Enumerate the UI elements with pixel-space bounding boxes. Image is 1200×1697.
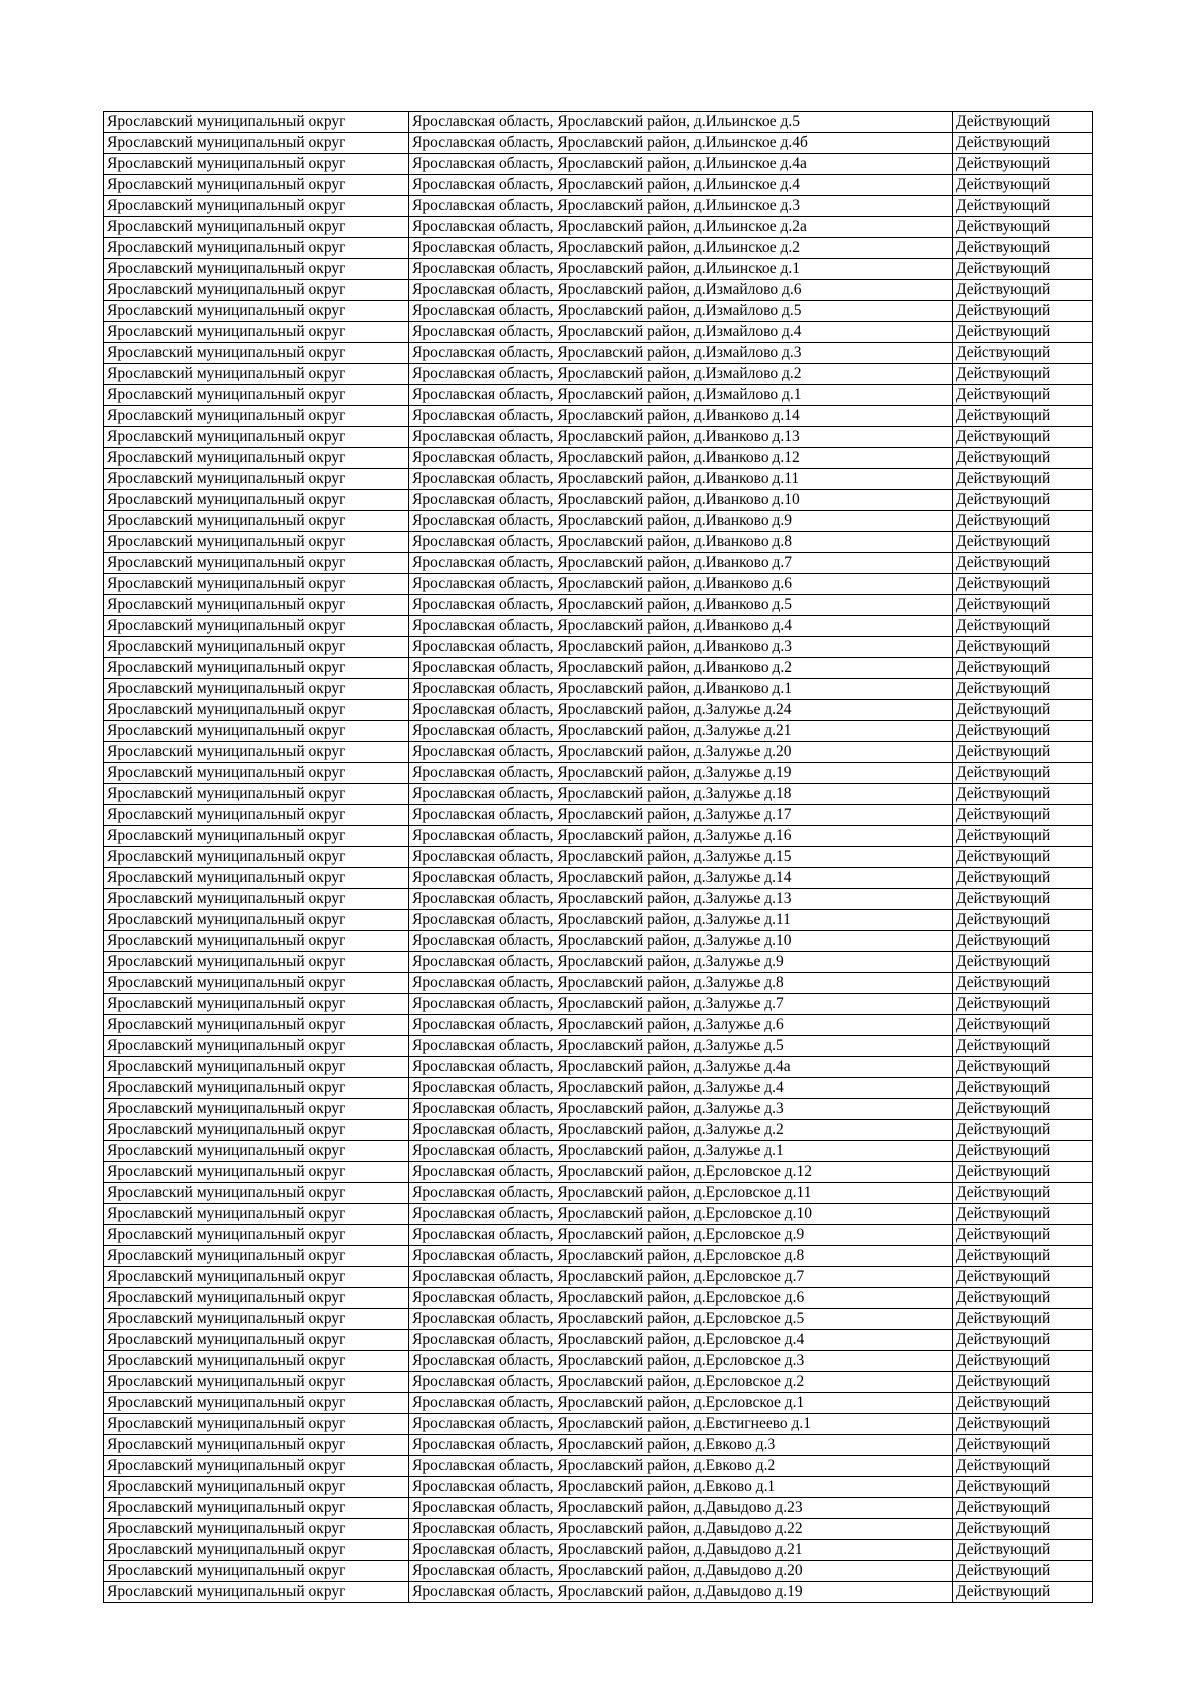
- status-cell: Действующий: [953, 910, 1093, 931]
- address-cell: Ярославская область, Ярославский район, д.Залужье д.15: [409, 847, 953, 868]
- address-cell: Ярославская область, Ярославский район, д.Измайлово д.5: [409, 301, 953, 322]
- table-row: [104, 973, 1093, 994]
- table-row: [104, 1351, 1093, 1372]
- table-row: [104, 616, 1093, 637]
- table-row: [104, 427, 1093, 448]
- district-cell: Ярославский муниципальный округ: [104, 1204, 409, 1225]
- address-cell: Ярославская область, Ярославский район, д.Ильинское д.4б: [409, 133, 953, 154]
- district-cell: Ярославский муниципальный округ: [104, 1099, 409, 1120]
- table-row: [104, 1141, 1093, 1162]
- status-cell: Действующий: [953, 868, 1093, 889]
- status-cell: Действующий: [953, 1036, 1093, 1057]
- status-cell: Действующий: [953, 574, 1093, 595]
- district-cell: Ярославский муниципальный округ: [104, 952, 409, 973]
- table-row: [104, 868, 1093, 889]
- status-cell: Действующий: [953, 1204, 1093, 1225]
- address-cell: Ярославская область, Ярославский район, д.Ерсловское д.12: [409, 1162, 953, 1183]
- district-cell: Ярославский муниципальный округ: [104, 1288, 409, 1309]
- district-cell: Ярославский муниципальный округ: [104, 994, 409, 1015]
- district-cell: Ярославский муниципальный округ: [104, 637, 409, 658]
- address-cell: Ярославская область, Ярославский район, д.Иванково д.3: [409, 637, 953, 658]
- status-cell: Действующий: [953, 280, 1093, 301]
- district-cell: Ярославский муниципальный округ: [104, 847, 409, 868]
- table-row: [104, 658, 1093, 679]
- district-cell: Ярославский муниципальный округ: [104, 469, 409, 490]
- table-row: [104, 595, 1093, 616]
- address-cell: Ярославская область, Ярославский район, д.Давыдово д.20: [409, 1561, 953, 1582]
- status-cell: Действующий: [953, 784, 1093, 805]
- district-cell: Ярославский муниципальный округ: [104, 1057, 409, 1078]
- address-cell: Ярославская область, Ярославский район, д.Евково д.1: [409, 1477, 953, 1498]
- status-cell: Действующий: [953, 1393, 1093, 1414]
- table-row: [104, 1540, 1093, 1561]
- table-row: [104, 280, 1093, 301]
- district-cell: Ярославский муниципальный округ: [104, 1477, 409, 1498]
- district-cell: Ярославский муниципальный округ: [104, 1435, 409, 1456]
- table-row: [104, 1057, 1093, 1078]
- table-row: [104, 112, 1093, 133]
- address-cell: Ярославская область, Ярославский район, д.Ильинское д.1: [409, 259, 953, 280]
- address-cell: Ярославская область, Ярославский район, д.Ерсловское д.8: [409, 1246, 953, 1267]
- status-cell: Действующий: [953, 490, 1093, 511]
- table-row: [104, 721, 1093, 742]
- district-cell: Ярославский муниципальный округ: [104, 1267, 409, 1288]
- district-cell: Ярославский муниципальный округ: [104, 763, 409, 784]
- table-row: [104, 889, 1093, 910]
- table-row: [104, 784, 1093, 805]
- district-cell: Ярославский муниципальный округ: [104, 700, 409, 721]
- table-row: [104, 1246, 1093, 1267]
- address-cell: Ярославская область, Ярославский район, д.Иванково д.8: [409, 532, 953, 553]
- table-row: [104, 1498, 1093, 1519]
- table-row: [104, 1267, 1093, 1288]
- address-cell: Ярославская область, Ярославский район, д.Залужье д.17: [409, 805, 953, 826]
- address-cell: Ярославская область, Ярославский район, д.Ильинское д.2а: [409, 217, 953, 238]
- status-cell: Действующий: [953, 1477, 1093, 1498]
- address-cell: Ярославская область, Ярославский район, д.Залужье д.19: [409, 763, 953, 784]
- district-cell: Ярославский муниципальный округ: [104, 805, 409, 826]
- address-cell: Ярославская область, Ярославский район, д.Иванково д.12: [409, 448, 953, 469]
- address-cell: Ярославская область, Ярославский район, д.Ильинское д.3: [409, 196, 953, 217]
- table-row: [104, 1309, 1093, 1330]
- status-cell: Действующий: [953, 1246, 1093, 1267]
- status-cell: Действующий: [953, 1078, 1093, 1099]
- district-cell: Ярославский муниципальный округ: [104, 385, 409, 406]
- address-cell: Ярославская область, Ярославский район, д.Давыдово д.19: [409, 1582, 953, 1603]
- district-cell: Ярославский муниципальный округ: [104, 1330, 409, 1351]
- status-cell: Действующий: [953, 637, 1093, 658]
- district-cell: Ярославский муниципальный округ: [104, 175, 409, 196]
- district-cell: Ярославский муниципальный округ: [104, 658, 409, 679]
- district-cell: Ярославский муниципальный округ: [104, 973, 409, 994]
- table-row: [104, 175, 1093, 196]
- district-cell: Ярославский муниципальный округ: [104, 196, 409, 217]
- address-cell: Ярославская область, Ярославский район, д.Иванково д.2: [409, 658, 953, 679]
- address-cell: Ярославская область, Ярославский район, д.Иванково д.4: [409, 616, 953, 637]
- table-row: [104, 637, 1093, 658]
- table-row: [104, 847, 1093, 868]
- status-cell: Действующий: [953, 196, 1093, 217]
- address-cell: Ярославская область, Ярославский район, д.Залужье д.21: [409, 721, 953, 742]
- table-row: [104, 574, 1093, 595]
- status-cell: Действующий: [953, 658, 1093, 679]
- district-cell: Ярославский муниципальный округ: [104, 511, 409, 532]
- address-cell: Ярославская область, Ярославский район, д.Давыдово д.21: [409, 1540, 953, 1561]
- table-row: [104, 1435, 1093, 1456]
- status-cell: Действующий: [953, 1519, 1093, 1540]
- address-cell: Ярославская область, Ярославский район, д.Залужье д.7: [409, 994, 953, 1015]
- table-row: [104, 364, 1093, 385]
- address-cell: Ярославская область, Ярославский район, д.Ерсловское д.10: [409, 1204, 953, 1225]
- district-cell: Ярославский муниципальный округ: [104, 784, 409, 805]
- status-cell: Действующий: [953, 1330, 1093, 1351]
- status-cell: Действующий: [953, 259, 1093, 280]
- district-cell: Ярославский муниципальный округ: [104, 1036, 409, 1057]
- address-cell: Ярославская область, Ярославский район, д.Ильинское д.4: [409, 175, 953, 196]
- table-row: [104, 343, 1093, 364]
- district-cell: Ярославский муниципальный округ: [104, 1456, 409, 1477]
- address-cell: Ярославская область, Ярославский район, д.Евстигнеево д.1: [409, 1414, 953, 1435]
- address-cell: Ярославская область, Ярославский район, д.Измайлово д.6: [409, 280, 953, 301]
- table-row: [104, 196, 1093, 217]
- status-cell: Действующий: [953, 217, 1093, 238]
- status-cell: Действующий: [953, 805, 1093, 826]
- address-cell: Ярославская область, Ярославский район, д.Иванково д.6: [409, 574, 953, 595]
- district-cell: Ярославский муниципальный округ: [104, 1414, 409, 1435]
- address-cell: Ярославская область, Ярославский район, д.Залужье д.8: [409, 973, 953, 994]
- table-row: [104, 826, 1093, 847]
- district-cell: Ярославский муниципальный округ: [104, 1372, 409, 1393]
- district-cell: Ярославский муниципальный округ: [104, 1351, 409, 1372]
- address-cell: Ярославская область, Ярославский район, д.Иванково д.1: [409, 679, 953, 700]
- district-cell: Ярославский муниципальный округ: [104, 343, 409, 364]
- table-row: [104, 1162, 1093, 1183]
- status-cell: Действующий: [953, 1456, 1093, 1477]
- table-row: [104, 154, 1093, 175]
- table-row: [104, 1414, 1093, 1435]
- district-cell: Ярославский муниципальный округ: [104, 427, 409, 448]
- status-cell: Действующий: [953, 175, 1093, 196]
- address-cell: Ярославская область, Ярославский район, д.Ерсловское д.2: [409, 1372, 953, 1393]
- status-cell: Действующий: [953, 1015, 1093, 1036]
- district-cell: Ярославский муниципальный округ: [104, 490, 409, 511]
- district-cell: Ярославский муниципальный округ: [104, 532, 409, 553]
- status-cell: Действующий: [953, 700, 1093, 721]
- address-cell: Ярославская область, Ярославский район, д.Залужье д.13: [409, 889, 953, 910]
- address-cell: Ярославская область, Ярославский район, д.Залужье д.5: [409, 1036, 953, 1057]
- status-cell: Действующий: [953, 1288, 1093, 1309]
- district-cell: Ярославский муниципальный округ: [104, 448, 409, 469]
- status-cell: Действующий: [953, 427, 1093, 448]
- status-cell: Действующий: [953, 406, 1093, 427]
- address-cell: Ярославская область, Ярославский район, д.Давыдово д.23: [409, 1498, 953, 1519]
- address-cell: Ярославская область, Ярославский район, д.Иванково д.11: [409, 469, 953, 490]
- status-cell: Действующий: [953, 301, 1093, 322]
- district-cell: Ярославский муниципальный округ: [104, 1498, 409, 1519]
- address-cell: Ярославская область, Ярославский район, д.Залужье д.18: [409, 784, 953, 805]
- district-cell: Ярославский муниципальный округ: [104, 133, 409, 154]
- address-cell: Ярославская область, Ярославский район, д.Измайлово д.1: [409, 385, 953, 406]
- address-cell: Ярославская область, Ярославский район, д.Залужье д.9: [409, 952, 953, 973]
- address-cell: Ярославская область, Ярославский район, д.Измайлово д.3: [409, 343, 953, 364]
- status-cell: Действующий: [953, 1372, 1093, 1393]
- address-cell: Ярославская область, Ярославский район, д.Ерсловское д.3: [409, 1351, 953, 1372]
- district-cell: Ярославский муниципальный округ: [104, 1582, 409, 1603]
- table-row: [104, 448, 1093, 469]
- table-row: [104, 1078, 1093, 1099]
- table-row: [104, 700, 1093, 721]
- table-row: [104, 1456, 1093, 1477]
- table-row: [104, 217, 1093, 238]
- table-row: [104, 1099, 1093, 1120]
- status-cell: Действующий: [953, 721, 1093, 742]
- status-cell: Действующий: [953, 154, 1093, 175]
- address-cell: Ярославская область, Ярославский район, д.Ильинское д.2: [409, 238, 953, 259]
- status-cell: Действующий: [953, 1498, 1093, 1519]
- address-cell: Ярославская область, Ярославский район, д.Залужье д.2: [409, 1120, 953, 1141]
- address-cell: Ярославская область, Ярославский район, д.Ерсловское д.11: [409, 1183, 953, 1204]
- status-cell: Действующий: [953, 511, 1093, 532]
- district-cell: Ярославский муниципальный округ: [104, 1141, 409, 1162]
- address-cell: Ярославская область, Ярославский район, д.Измайлово д.2: [409, 364, 953, 385]
- district-cell: Ярославский муниципальный округ: [104, 553, 409, 574]
- status-cell: Действующий: [953, 1183, 1093, 1204]
- address-cell: Ярославская область, Ярославский район, д.Залужье д.14: [409, 868, 953, 889]
- status-cell: Действующий: [953, 889, 1093, 910]
- table-row: [104, 1561, 1093, 1582]
- status-cell: Действующий: [953, 1414, 1093, 1435]
- table-row: [104, 301, 1093, 322]
- address-cell: Ярославская область, Ярославский район, д.Залужье д.4а: [409, 1057, 953, 1078]
- status-cell: Действующий: [953, 322, 1093, 343]
- district-cell: Ярославский муниципальный округ: [104, 1393, 409, 1414]
- address-cell: Ярославская область, Ярославский район, д.Иванково д.10: [409, 490, 953, 511]
- table-row: [104, 1477, 1093, 1498]
- status-cell: Действующий: [953, 448, 1093, 469]
- address-cell: Ярославская область, Ярославский район, д.Евково д.3: [409, 1435, 953, 1456]
- status-cell: Действующий: [953, 469, 1093, 490]
- status-cell: Действующий: [953, 742, 1093, 763]
- address-cell: Ярославская область, Ярославский район, д.Ерсловское д.6: [409, 1288, 953, 1309]
- district-cell: Ярославский муниципальный округ: [104, 154, 409, 175]
- status-cell: Действующий: [953, 385, 1093, 406]
- status-cell: Действующий: [953, 994, 1093, 1015]
- status-cell: Действующий: [953, 1351, 1093, 1372]
- district-cell: Ярославский муниципальный округ: [104, 1015, 409, 1036]
- table-row: [104, 1183, 1093, 1204]
- district-cell: Ярославский муниципальный округ: [104, 301, 409, 322]
- district-cell: Ярославский муниципальный округ: [104, 1078, 409, 1099]
- status-cell: Действующий: [953, 679, 1093, 700]
- address-cell: Ярославская область, Ярославский район, д.Ильинское д.4а: [409, 154, 953, 175]
- district-cell: Ярославский муниципальный округ: [104, 595, 409, 616]
- table-row: [104, 1288, 1093, 1309]
- district-cell: Ярославский муниципальный округ: [104, 112, 409, 133]
- status-cell: Действующий: [953, 931, 1093, 952]
- address-cell: Ярославская область, Ярославский район, д.Залужье д.1: [409, 1141, 953, 1162]
- address-cell: Ярославская область, Ярославский район, д.Иванково д.9: [409, 511, 953, 532]
- table-row: [104, 1120, 1093, 1141]
- address-registry-table: [103, 111, 1093, 1603]
- table-row: [104, 133, 1093, 154]
- status-cell: Действующий: [953, 343, 1093, 364]
- status-cell: Действующий: [953, 238, 1093, 259]
- address-cell: Ярославская область, Ярославский район, д.Ерсловское д.9: [409, 1225, 953, 1246]
- address-cell: Ярославская область, Ярославский район, д.Залужье д.24: [409, 700, 953, 721]
- status-cell: Действующий: [953, 1540, 1093, 1561]
- table-row: [104, 1225, 1093, 1246]
- table-row: [104, 385, 1093, 406]
- status-cell: Действующий: [953, 1120, 1093, 1141]
- status-cell: Действующий: [953, 826, 1093, 847]
- district-cell: Ярославский муниципальный округ: [104, 1246, 409, 1267]
- registry-table-body: [104, 112, 1093, 1603]
- status-cell: Действующий: [953, 1099, 1093, 1120]
- table-row: [104, 952, 1093, 973]
- district-cell: Ярославский муниципальный округ: [104, 721, 409, 742]
- district-cell: Ярославский муниципальный округ: [104, 910, 409, 931]
- address-cell: Ярославская область, Ярославский район, д.Измайлово д.4: [409, 322, 953, 343]
- address-cell: Ярославская область, Ярославский район, д.Залужье д.11: [409, 910, 953, 931]
- table-row: [104, 532, 1093, 553]
- address-cell: Ярославская область, Ярославский район, д.Залужье д.10: [409, 931, 953, 952]
- district-cell: Ярославский муниципальный округ: [104, 259, 409, 280]
- address-cell: Ярославская область, Ярославский район, д.Залужье д.6: [409, 1015, 953, 1036]
- table-row: [104, 490, 1093, 511]
- status-cell: Действующий: [953, 847, 1093, 868]
- district-cell: Ярославский муниципальный округ: [104, 1540, 409, 1561]
- address-cell: Ярославская область, Ярославский район, д.Иванково д.5: [409, 595, 953, 616]
- table-row: [104, 1393, 1093, 1414]
- status-cell: Действующий: [953, 112, 1093, 133]
- table-row: [104, 805, 1093, 826]
- status-cell: Действующий: [953, 1141, 1093, 1162]
- address-cell: Ярославская область, Ярославский район, д.Иванково д.13: [409, 427, 953, 448]
- address-cell: Ярославская область, Ярославский район, д.Залужье д.3: [409, 1099, 953, 1120]
- table-row: [104, 238, 1093, 259]
- status-cell: Действующий: [953, 763, 1093, 784]
- district-cell: Ярославский муниципальный округ: [104, 679, 409, 700]
- address-cell: Ярославская область, Ярославский район, д.Ильинское д.5: [409, 112, 953, 133]
- status-cell: Действующий: [953, 973, 1093, 994]
- table-row: [104, 469, 1093, 490]
- district-cell: Ярославский муниципальный округ: [104, 616, 409, 637]
- table-row: [104, 679, 1093, 700]
- table-row: [104, 742, 1093, 763]
- address-cell: Ярославская область, Ярославский район, д.Ерсловское д.5: [409, 1309, 953, 1330]
- district-cell: Ярославский муниципальный округ: [104, 1162, 409, 1183]
- address-cell: Ярославская область, Ярославский район, д.Залужье д.16: [409, 826, 953, 847]
- table-row: [104, 1036, 1093, 1057]
- table-row: [104, 1204, 1093, 1225]
- table-row: [104, 1582, 1093, 1603]
- district-cell: Ярославский муниципальный округ: [104, 238, 409, 259]
- district-cell: Ярославский муниципальный округ: [104, 364, 409, 385]
- district-cell: Ярославский муниципальный округ: [104, 1120, 409, 1141]
- status-cell: Действующий: [953, 1309, 1093, 1330]
- district-cell: Ярославский муниципальный округ: [104, 1309, 409, 1330]
- district-cell: Ярославский муниципальный округ: [104, 217, 409, 238]
- status-cell: Действующий: [953, 1582, 1093, 1603]
- district-cell: Ярославский муниципальный округ: [104, 868, 409, 889]
- status-cell: Действующий: [953, 1267, 1093, 1288]
- status-cell: Действующий: [953, 364, 1093, 385]
- status-cell: Действующий: [953, 595, 1093, 616]
- district-cell: Ярославский муниципальный округ: [104, 574, 409, 595]
- table-row: [104, 994, 1093, 1015]
- district-cell: Ярославский муниципальный округ: [104, 1183, 409, 1204]
- table-row: [104, 763, 1093, 784]
- district-cell: Ярославский муниципальный округ: [104, 1225, 409, 1246]
- status-cell: Действующий: [953, 532, 1093, 553]
- status-cell: Действующий: [953, 553, 1093, 574]
- table-row: [104, 322, 1093, 343]
- table-row: [104, 931, 1093, 952]
- status-cell: Действующий: [953, 1225, 1093, 1246]
- district-cell: Ярославский муниципальный округ: [104, 322, 409, 343]
- status-cell: Действующий: [953, 133, 1093, 154]
- district-cell: Ярославский муниципальный округ: [104, 1519, 409, 1540]
- address-cell: Ярославская область, Ярославский район, д.Иванково д.7: [409, 553, 953, 574]
- district-cell: Ярославский муниципальный округ: [104, 931, 409, 952]
- address-cell: Ярославская область, Ярославский район, д.Евково д.2: [409, 1456, 953, 1477]
- address-cell: Ярославская область, Ярославский район, д.Иванково д.14: [409, 406, 953, 427]
- address-cell: Ярославская область, Ярославский район, д.Ерсловское д.4: [409, 1330, 953, 1351]
- table-row: [104, 553, 1093, 574]
- status-cell: Действующий: [953, 1162, 1093, 1183]
- table-row: [104, 259, 1093, 280]
- district-cell: Ярославский муниципальный округ: [104, 1561, 409, 1582]
- district-cell: Ярославский муниципальный округ: [104, 742, 409, 763]
- table-row: [104, 1372, 1093, 1393]
- district-cell: Ярославский муниципальный округ: [104, 889, 409, 910]
- district-cell: Ярославский муниципальный округ: [104, 406, 409, 427]
- table-row: [104, 406, 1093, 427]
- status-cell: Действующий: [953, 1561, 1093, 1582]
- table-row: [104, 1519, 1093, 1540]
- status-cell: Действующий: [953, 1057, 1093, 1078]
- table-row: [104, 511, 1093, 532]
- table-row: [104, 1330, 1093, 1351]
- table-row: [104, 910, 1093, 931]
- district-cell: Ярославский муниципальный округ: [104, 280, 409, 301]
- address-cell: Ярославская область, Ярославский район, д.Ерсловское д.1: [409, 1393, 953, 1414]
- status-cell: Действующий: [953, 1435, 1093, 1456]
- address-cell: Ярославская область, Ярославский район, д.Давыдово д.22: [409, 1519, 953, 1540]
- status-cell: Действующий: [953, 616, 1093, 637]
- address-cell: Ярославская область, Ярославский район, д.Ерсловское д.7: [409, 1267, 953, 1288]
- address-cell: Ярославская область, Ярославский район, д.Залужье д.20: [409, 742, 953, 763]
- status-cell: Действующий: [953, 952, 1093, 973]
- address-cell: Ярославская область, Ярославский район, д.Залужье д.4: [409, 1078, 953, 1099]
- district-cell: Ярославский муниципальный округ: [104, 826, 409, 847]
- table-row: [104, 1015, 1093, 1036]
